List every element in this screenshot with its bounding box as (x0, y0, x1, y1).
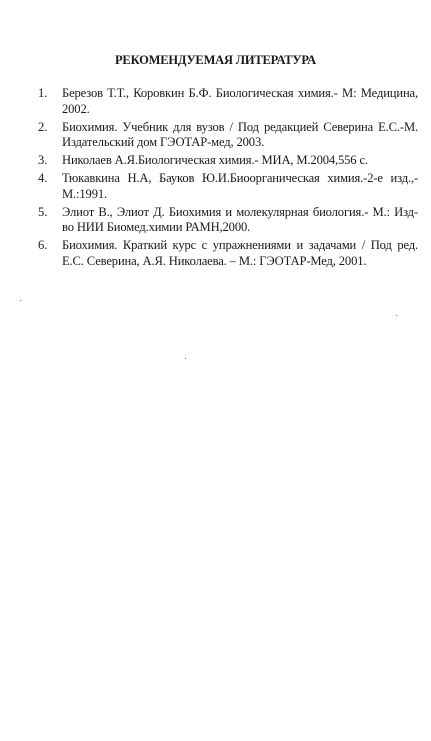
reference-number: 5. (38, 204, 48, 219)
reference-text: Биохимия. Учебник для вузов / Под редакцией Северина Е.С.-М. Издательский дом ГЭОТАР-мед, 2003. (62, 119, 418, 150)
reference-number: 1. (38, 86, 48, 100)
reference-text: Тюкавкина Н.А, Бауков Ю.И.Биоорганическая химия.-2-е изд.,- М.:1991. (62, 171, 418, 201)
reference-item (38, 205, 418, 236)
reference-item (38, 86, 418, 117)
scan-speck (20, 300, 21, 301)
reference-number: 2. (38, 119, 48, 134)
scan-speck (185, 358, 186, 359)
reference-item (38, 171, 418, 202)
reference-item (38, 238, 418, 269)
reference-text: Березов Т.Т., Коровкин Б.Ф. Биологическая химия.- М: Медицина, 2002. (62, 86, 418, 116)
reference-text: Николаев А.Я.Биологическая химия.- МИА, М.2004,556 с. (62, 153, 368, 168)
reference-item (38, 153, 418, 169)
reference-number: 4. (38, 171, 48, 186)
reference-list (38, 86, 418, 272)
reference-number: 6. (38, 238, 48, 253)
reference-number: 3. (38, 153, 48, 168)
reference-text: Элиот В., Элиот Д. Биохимия и молекулярная биология.- М.: Изд-во НИИ Биомед.химии РАМН,2000. (62, 204, 418, 235)
reference-text: Биохимия. Краткий курс с упражнениями и задачами / Под ред. Е.С. Северина, А.Я. Николаева. – М.: ГЭОТАР-Мед, 2001. (62, 238, 418, 268)
reference-item (38, 120, 418, 151)
scan-speck (396, 315, 397, 316)
page-title: РЕКОМЕНДУЕМАЯ ЛИТЕРАТУРА (115, 53, 316, 67)
